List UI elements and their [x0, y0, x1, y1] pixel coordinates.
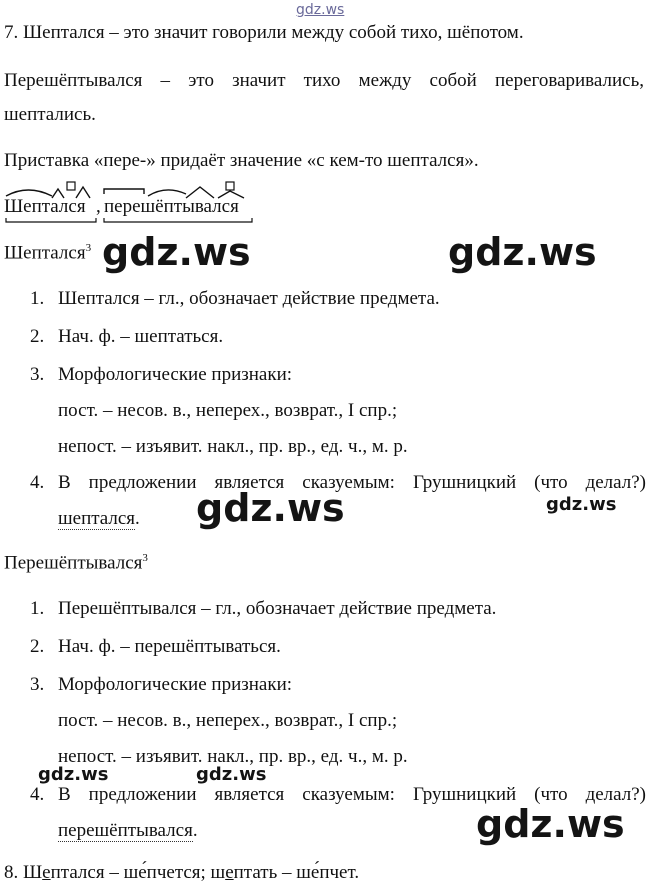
s1-item3-text: Морфологические признаки:: [58, 364, 293, 385]
p8-w2f: е́: [310, 862, 320, 883]
section2-title-text: Перешёптывался: [4, 552, 143, 574]
scheme-comma: ,: [96, 196, 101, 217]
p8-dash: –: [104, 862, 124, 883]
watermark: gdz.ws: [196, 486, 345, 530]
s2-item1-text: Перешёптывался – гл., обозначает действие предмета.: [58, 598, 497, 619]
s2-nonconst-features: непост. – изъявит. накл., пр. вр., ед. ч., м. р.: [58, 746, 408, 767]
s1-item2-text: Нач. ф. – шептаться.: [58, 326, 224, 347]
postfix-bracket-1: [6, 218, 96, 222]
s1-item4-num: 4.: [30, 472, 45, 493]
p8-prefix: 8.: [4, 862, 23, 883]
section1-title-sup: 3: [85, 242, 92, 254]
scheme-word-1: Шептался: [4, 196, 86, 217]
paragraph-pereshoptyvalsya-line1: Перешёптывался – это значит тихо между собой переговаривались,: [4, 70, 644, 91]
ending-box-1: [67, 182, 75, 190]
header-watermark[interactable]: gdz.ws: [296, 2, 345, 18]
watermark: gdz.ws: [102, 230, 251, 274]
watermark: gdz.ws: [448, 230, 597, 274]
s2-item3-num: 3.: [30, 674, 45, 695]
watermark: gdz.ws: [476, 802, 625, 846]
paragraph-prefix: Приставка «пере-» придаёт значение «с кем-то шептался».: [4, 150, 479, 171]
s2-item3-text: Морфологические признаки:: [58, 674, 293, 695]
p8-w2e: птать – ш: [233, 862, 311, 883]
s1-item3-num: 3.: [30, 364, 45, 385]
s2-item4-line2: [58, 820, 198, 842]
paragraph-8: [4, 862, 359, 884]
watermark: gdz.ws: [546, 494, 617, 515]
postfix-bracket-2: [104, 218, 252, 222]
s1-item2-num: 2.: [30, 326, 45, 347]
paragraph-pereshoptyvalsya-line2: шептались.: [4, 104, 96, 125]
p8-w2c: пчется; ш: [146, 862, 226, 883]
s2-item1-num: 1.: [30, 598, 45, 619]
p8-w2d: е: [225, 862, 234, 883]
p8-w2a: ш: [123, 862, 139, 883]
s2-item2-text: Нач. ф. – перешёптываться.: [58, 636, 281, 657]
p8-w1b: е: [42, 862, 51, 883]
paragraph-7: 7. Шептался – это значит говорили между собой тихо, шёпотом.: [4, 22, 524, 43]
p8-w1c: птался: [50, 862, 105, 883]
watermark: gdz.ws: [196, 764, 267, 785]
s1-const-features: пост. – несов. в., неперех., возврат., I спр.;: [58, 400, 398, 421]
p8-w1a: Ш: [23, 862, 43, 883]
ending-box-2: [226, 182, 234, 190]
s2-item4-line1: В предложении является сказуемым: Грушницкий (что делал?): [58, 784, 646, 805]
section1-title-text: Шептался: [4, 242, 86, 264]
s1-item1-num: 1.: [30, 288, 45, 309]
s1-item4-line2: [58, 508, 140, 530]
watermark: gdz.ws: [38, 764, 109, 785]
prefix-bracket-2: [104, 189, 144, 194]
s2-predicate-word: перешёптывался: [58, 820, 193, 841]
section1-title: [4, 242, 91, 264]
s1-predicate-word: шептался: [58, 508, 136, 529]
s1-item4-end: .: [135, 508, 140, 529]
s1-item1-text: Шептался – гл., обозначает действие предмета.: [58, 288, 440, 309]
section2-title: [4, 552, 148, 574]
s2-item2-num: 2.: [30, 636, 45, 657]
p8-w2b: е́: [138, 862, 147, 883]
p8-w2g: пчет.: [319, 862, 360, 883]
s1-item4-line1: В предложении является сказуемым: Грушницкий (что делал?): [58, 472, 646, 493]
s2-const-features: пост. – несов. в., неперех., возврат., I спр.;: [58, 710, 398, 731]
s1-nonconst-features: непост. – изъявит. накл., пр. вр., ед. ч., м. р.: [58, 436, 408, 457]
scheme-word-2: перешёптывался: [104, 196, 239, 217]
section2-title-sup: 3: [142, 552, 148, 564]
s2-item4-num: 4.: [30, 784, 45, 805]
s2-item4-end: .: [192, 820, 198, 841]
morpheme-scheme: [0, 176, 270, 224]
